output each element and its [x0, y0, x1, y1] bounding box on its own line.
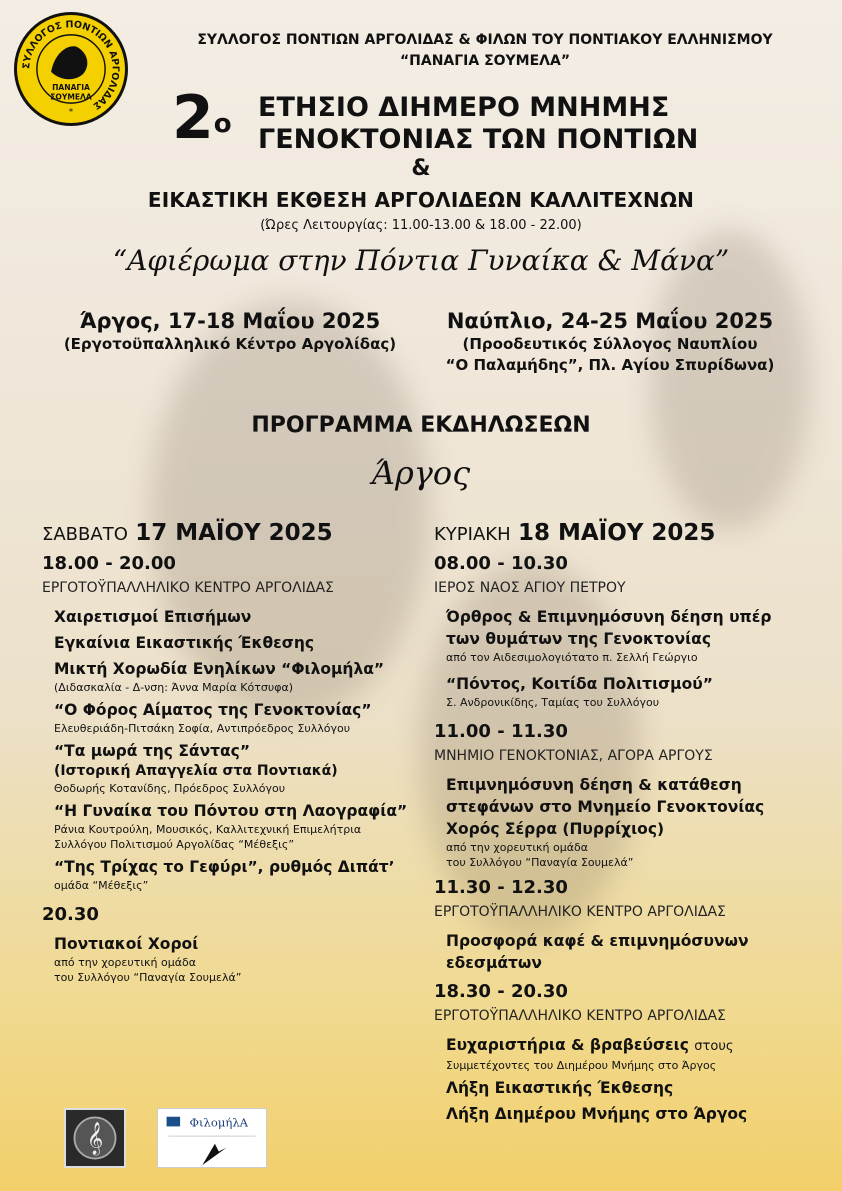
- event-subtitle: Ράνια Κουτρούλη, Μουσικός, Καλλιτεχνική Επιμελήτρια: [54, 823, 362, 836]
- event-list: [42, 606, 422, 893]
- event-title: Ποντιακοί Χοροί: [54, 935, 199, 953]
- time-slot: 20.30: [42, 904, 99, 925]
- event-subtitle: του Συλλόγου “Παναγία Σουμελά”: [446, 856, 634, 869]
- event-subtitle: Ελευθεριάδη-Πιτσάκη Σοφία, Αντιπρόεδρος Συλλόγου: [54, 722, 351, 735]
- logo-center-text: ΠΑΝΑΓΙΑ: [52, 82, 90, 92]
- location-nafplio: [420, 308, 800, 376]
- title-line: ΓΕΝΟΚΤΟΝΙΑΣ ΤΩΝ ΠΟΝΤΙΩΝ: [258, 124, 699, 155]
- time-slot: 11.00 - 11.30: [434, 721, 568, 742]
- association-name: [128, 30, 842, 72]
- event-subtitle: από την χορευτική ομάδα: [446, 841, 588, 854]
- event-subtitle: Συμμετέχοντες του Διημέρου Μνήμης στο Άργος: [446, 1059, 717, 1072]
- venue: ΕΡΓΟΤΟΫΠΑΛΛΗΛΙΚΟ ΚΕΝΤΡΟ ΑΡΓΟΛΙΔΑΣ: [42, 580, 334, 596]
- filomila-choir-logo: [157, 1108, 267, 1168]
- location-venue: “Ο Παλαμήδης”, Πλ. Αγίου Σπυρίδωνα): [445, 356, 775, 374]
- event-title: “Τα μωρά της Σάντας”: [54, 742, 251, 760]
- title-ampersand: &: [411, 156, 431, 181]
- event-title: [258, 92, 698, 156]
- filomila-logo-text: ΦιλομήλΑ: [189, 1115, 249, 1130]
- weekday: ΚΥΡΙΑΚΗ: [434, 524, 511, 545]
- event-title: Μικτή Χορωδία Ενηλίκων “Φιλομήλα”: [54, 660, 385, 678]
- event-subtitle: (Διδασκαλία - Δ-νση: Άννα Μαρία Κότσυφα): [54, 681, 294, 694]
- edition-number: [172, 83, 232, 153]
- venue: ΙΕΡΟΣ ΝΑΟΣ ΑΓΙΟΥ ΠΕΤΡΟΥ: [434, 580, 626, 596]
- svg-text:*: *: [68, 107, 74, 118]
- opening-hours: (Ώρες Λειτουργίας: 11.00-13.00 & 18.00 - 22.00): [260, 218, 582, 233]
- venue: ΕΡΓΟΤΟΫΠΑΛΛΗΛΙΚΟ ΚΕΝΤΡΟ ΑΡΓΟΛΙΔΑΣ: [434, 904, 726, 920]
- event-subtitle: Συλλόγου Πολιτισμού Αργολίδας “Μέθεξις”: [54, 838, 295, 851]
- association-line: ΣΥΛΛΟΓΟΣ ΠΟΝΤΙΩΝ ΑΡΓΟΛΙΔΑΣ & ΦΙΛΩΝ ΤΟΥ ΠΟΝΤΙΑΚΟΥ ΕΛΛΗΝΙΣΜΟΥ: [197, 32, 773, 48]
- event-title: “Της Τρίχας το Γεφύρι”, ρυθμός Διπάτ’: [54, 858, 395, 876]
- weekday: ΣΑΒΒΑΤΟ: [42, 524, 128, 545]
- time-slot: 18.30 - 20.30: [434, 981, 568, 1002]
- event-subtitle: Θοδωρής Κοτανίδης, Πρόεδρος Συλλόγου: [54, 782, 286, 795]
- association-logo: [14, 12, 128, 126]
- location-title: Άργος, 17-18 Μαΐου 2025: [79, 309, 381, 333]
- edition-digit: 2: [172, 83, 214, 153]
- music-clef-logo: [64, 1108, 126, 1168]
- event-title: “Πόντος, Κοιτίδα Πολιτισμού”: [446, 675, 713, 693]
- tribute-title: “Αφιέρωμα στην Πόντια Γυναίκα & Μάνα”: [112, 244, 730, 277]
- logo-center-text: ΣΟΥΜΕΛΑ: [50, 92, 92, 102]
- event-title: Όρθρος & Επιμνημόσυνη δέηση υπέρ: [446, 608, 772, 626]
- event-subtitle: του Συλλόγου “Παναγία Σουμελά”: [54, 971, 242, 984]
- event-title: Χορός Σέρρα (Πυρρίχιος): [446, 820, 665, 838]
- logo-ring-text: ΣΥΛΛΟΓΟΣ ΠΟΝΤΙΩΝ ΑΡΓΟΛΙΔΑΣ: [21, 19, 121, 112]
- day-date: 17 ΜΑΪΟΥ 2025: [135, 520, 333, 546]
- conductor-silhouette-icon: [202, 1144, 226, 1165]
- event-subtitle: Σ. Ανδρονικίδης, Ταμίας του Συλλόγου: [446, 696, 660, 709]
- event-title: “Η Γυναίκα του Πόντου στη Λαογραφία”: [54, 802, 408, 820]
- event-title-tail: στους: [694, 1039, 734, 1054]
- location-title: Ναύπλιο, 24-25 Μαΐου 2025: [446, 309, 774, 333]
- saturday-schedule: [42, 518, 422, 985]
- event-title: εδεσμάτων: [446, 954, 542, 972]
- event-subtitle: ομάδα “Μέθεξις”: [54, 879, 149, 892]
- location-venue: (Προοδευτικός Σύλλογος Ναυπλίου: [462, 335, 758, 353]
- event-title: (Ιστορική Απαγγελία στα Ποντιακά): [54, 763, 338, 779]
- venue: ΕΡΓΟΤΟΫΠΑΛΛΗΛΙΚΟ ΚΕΝΤΡΟ ΑΡΓΟΛΙΔΑΣ: [434, 1008, 726, 1024]
- program-heading: ΠΡΟΓΡΑΜΜΑ ΕΚΔΗΛΩΣΕΩΝ: [251, 413, 591, 438]
- time-slot: 08.00 - 10.30: [434, 553, 568, 574]
- day-date: 18 ΜΑΪΟΥ 2025: [517, 520, 716, 546]
- event-title: Λήξη Διημέρου Μνήμης στο Άργος: [446, 1105, 748, 1123]
- sunday-schedule: [434, 518, 834, 1125]
- time-slot: 18.00 - 20.00: [42, 553, 176, 574]
- program-city: Άργος: [371, 454, 471, 492]
- time-slot: 11.30 - 12.30: [434, 877, 568, 898]
- event-subtitle: από την χορευτική ομάδα: [54, 956, 196, 969]
- event-title: των θυμάτων της Γενοκτονίας: [446, 630, 712, 648]
- event-title: “Ο Φόρος Αίματος της Γενοκτονίας”: [54, 701, 372, 719]
- event-title: Ευχαριστήρια & βραβεύσεις: [446, 1036, 689, 1054]
- venue: ΜΝΗΜΙΟ ΓΕΝΟΚΤΟΝΙΑΣ, ΑΓΟΡΑ ΑΡΓΟΥΣ: [434, 748, 713, 764]
- day-heading: [434, 518, 834, 550]
- event-title: Προσφορά καφέ & επιμνημόσυνων: [446, 932, 749, 950]
- location-venue: (Εργοτοϋπαλληλικό Κέντρο Αργολίδας): [63, 335, 397, 353]
- association-line: “ΠΑΝΑΓΙΑ ΣΟΥΜΕΛΑ”: [399, 53, 571, 69]
- day-heading: [42, 518, 422, 550]
- edition-suffix: ο: [213, 109, 232, 139]
- event-title: Χαιρετισμοί Επισήμων: [54, 608, 252, 626]
- event-title: Λήξη Εικαστικής Έκθεσης: [446, 1079, 674, 1097]
- event-title: Επιμνημόσυνη δέηση & κατάθεση: [446, 776, 742, 794]
- treble-clef-icon: 𝄞: [86, 1121, 104, 1155]
- event-title: Εγκαίνια Εικαστικής Έκθεσης: [54, 634, 315, 652]
- event-subtitle: από τον Αιδεσιμολογιότατο π. Σελλή Γεώργιο: [446, 651, 698, 664]
- exhibition-title: ΕΙΚΑΣΤΙΚΗ ΕΚΘΕΣΗ ΑΡΓΟΛΙΔΕΩΝ ΚΑΛΛΙΤΕΧΝΩΝ: [147, 188, 695, 212]
- title-line: ΕΤΗΣΙΟ ΔΙΗΜΕΡΟ ΜΝΗΜΗΣ: [258, 92, 670, 123]
- location-argos: [55, 308, 405, 355]
- event-title: στεφάνων στο Μνημείο Γενοκτονίας: [446, 798, 765, 816]
